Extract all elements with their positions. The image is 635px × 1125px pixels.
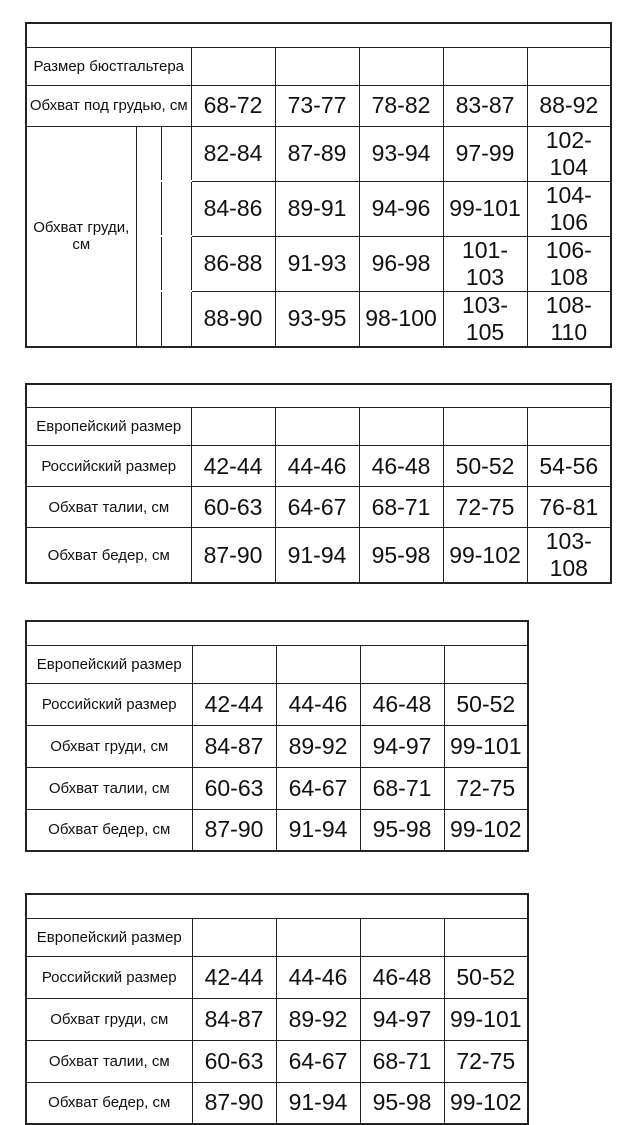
value-cell: 46-48 xyxy=(360,683,444,725)
value-cell: 96-98 xyxy=(359,236,443,291)
value-cell: 72-75 xyxy=(443,487,527,528)
value-cell: 93-94 xyxy=(359,126,443,181)
size-header: L xyxy=(360,918,444,956)
value-cell: 68-72 xyxy=(191,85,275,126)
bra-table-title: БЮСТГАЛЬТЕР xyxy=(26,23,611,47)
value-cell: 46-48 xyxy=(359,446,443,487)
value-cell: 84-87 xyxy=(192,998,276,1040)
pajamas-header-label: Европейский размер xyxy=(26,918,192,956)
value-cell: 89-92 xyxy=(276,725,360,767)
value-cell: 44-46 xyxy=(276,683,360,725)
value-cell: 84-86 xyxy=(191,181,275,236)
panties-header-label: Европейский размер xyxy=(26,408,191,446)
value-cell: 103-105 xyxy=(443,291,527,347)
value-cell: 95-98 xyxy=(360,809,444,851)
panties-size-table xyxy=(25,383,612,585)
row-label: Обхват талии, см xyxy=(26,767,192,809)
body-size-table xyxy=(25,620,529,852)
value-cell: 99-101 xyxy=(444,725,528,767)
value-cell: 50-52 xyxy=(443,446,527,487)
value-cell: 94-96 xyxy=(359,181,443,236)
size-header: XL xyxy=(443,408,527,446)
value-cell: 76-81 xyxy=(527,487,611,528)
value-cell: 44-46 xyxy=(275,446,359,487)
value-cell: 89-92 xyxy=(276,998,360,1040)
value-cell: 50-52 xyxy=(444,683,528,725)
value-cell: 60-63 xyxy=(192,767,276,809)
row-label: Обхват талии, см xyxy=(26,1040,192,1082)
value-cell: 88-90 xyxy=(191,291,275,347)
bra-bust-label: Обхват груди, см xyxy=(26,126,136,347)
value-cell: 104-106 xyxy=(527,181,611,236)
size-header: L xyxy=(360,645,444,683)
bra-size-row-label: Размер бюстгальтера xyxy=(26,47,191,85)
value-cell: 99-101 xyxy=(443,181,527,236)
value-cell: 78-82 xyxy=(359,85,443,126)
body-table-title: БОДИ xyxy=(26,621,528,645)
value-cell: 94-97 xyxy=(360,725,444,767)
value-cell: 95-98 xyxy=(359,528,443,584)
cup-column xyxy=(136,126,161,347)
value-cell: 50-52 xyxy=(444,956,528,998)
body-header-label: Европейский размер xyxy=(26,645,192,683)
value-cell: 108-110 xyxy=(527,291,611,347)
value-cell: 42-44 xyxy=(192,956,276,998)
cup-letter: D xyxy=(161,291,191,347)
value-cell: 68-71 xyxy=(359,487,443,528)
bra-size-header: 70 xyxy=(191,47,275,85)
value-cell: 72-75 xyxy=(444,1040,528,1082)
size-header: XL xyxy=(444,918,528,956)
value-cell: 54-56 xyxy=(527,446,611,487)
row-label: Обхват бедер, см xyxy=(26,809,192,851)
value-cell: 64-67 xyxy=(275,487,359,528)
value-cell: 83-87 xyxy=(443,85,527,126)
value-cell: 93-95 xyxy=(275,291,359,347)
value-cell: 68-71 xyxy=(360,767,444,809)
value-cell: 44-46 xyxy=(276,956,360,998)
value-cell: 87-89 xyxy=(275,126,359,181)
bra-size-table xyxy=(25,22,612,348)
value-cell: 42-44 xyxy=(191,446,275,487)
row-label: Обхват бедер, см xyxy=(26,1082,192,1124)
value-cell: 103-108 xyxy=(527,528,611,584)
size-header: XXL xyxy=(527,408,611,446)
value-cell: 88-92 xyxy=(527,85,611,126)
cup-column-label: ЧАШКА xyxy=(140,205,157,267)
value-cell: 91-94 xyxy=(276,1082,360,1124)
size-header: M xyxy=(275,408,359,446)
size-header: L xyxy=(359,408,443,446)
pajamas-size-table xyxy=(25,893,529,1125)
value-cell: 99-102 xyxy=(443,528,527,584)
row-label: Российский размер xyxy=(26,446,191,487)
value-cell: 60-63 xyxy=(192,1040,276,1082)
value-cell: 73-77 xyxy=(275,85,359,126)
bra-size-header: 90 xyxy=(527,47,611,85)
value-cell: 89-91 xyxy=(275,181,359,236)
value-cell: 87-90 xyxy=(192,1082,276,1124)
value-cell: 87-90 xyxy=(192,809,276,851)
value-cell: 82-84 xyxy=(191,126,275,181)
value-cell: 99-102 xyxy=(444,809,528,851)
value-cell: 106-108 xyxy=(527,236,611,291)
size-header: M xyxy=(276,918,360,956)
value-cell: 42-44 xyxy=(192,683,276,725)
value-cell: 95-98 xyxy=(360,1082,444,1124)
row-label: Обхват талии, см xyxy=(26,487,191,528)
size-header: M xyxy=(276,645,360,683)
bra-size-header: 85 xyxy=(443,47,527,85)
value-cell: 87-90 xyxy=(191,528,275,584)
row-label: Российский размер xyxy=(26,683,192,725)
size-header: S xyxy=(192,645,276,683)
value-cell: 60-63 xyxy=(191,487,275,528)
value-cell: 64-67 xyxy=(276,767,360,809)
value-cell: 91-93 xyxy=(275,236,359,291)
value-cell: 86-88 xyxy=(191,236,275,291)
value-cell: 102-104 xyxy=(527,126,611,181)
value-cell: 64-67 xyxy=(276,1040,360,1082)
row-label: Обхват груди, см xyxy=(26,725,192,767)
cup-letter: C xyxy=(161,236,191,291)
value-cell: 91-94 xyxy=(276,809,360,851)
value-cell: 91-94 xyxy=(275,528,359,584)
value-cell: 84-87 xyxy=(192,725,276,767)
size-header: S xyxy=(191,408,275,446)
bra-size-header: 80 xyxy=(359,47,443,85)
size-header: XL xyxy=(444,645,528,683)
value-cell: 68-71 xyxy=(360,1040,444,1082)
value-cell: 97-99 xyxy=(443,126,527,181)
row-label: Обхват бедер, см xyxy=(26,528,191,584)
row-label: Российский размер xyxy=(26,956,192,998)
row-label: Обхват груди, см xyxy=(26,998,192,1040)
panties-table-title: ТРУСЫ xyxy=(26,384,611,408)
bra-size-header: 75 xyxy=(275,47,359,85)
value-cell: 98-100 xyxy=(359,291,443,347)
size-header: S xyxy=(192,918,276,956)
value-cell: 72-75 xyxy=(444,767,528,809)
bra-underbust-label: Обхват под грудью, см xyxy=(26,85,191,126)
value-cell: 46-48 xyxy=(360,956,444,998)
value-cell: 99-101 xyxy=(444,998,528,1040)
value-cell: 101-103 xyxy=(443,236,527,291)
pajamas-table-title: ПИЖАМЫ xyxy=(26,894,528,918)
value-cell: 94-97 xyxy=(360,998,444,1040)
value-cell: 99-102 xyxy=(444,1082,528,1124)
cup-letter: A xyxy=(161,126,191,181)
cup-letter: B xyxy=(161,181,191,236)
